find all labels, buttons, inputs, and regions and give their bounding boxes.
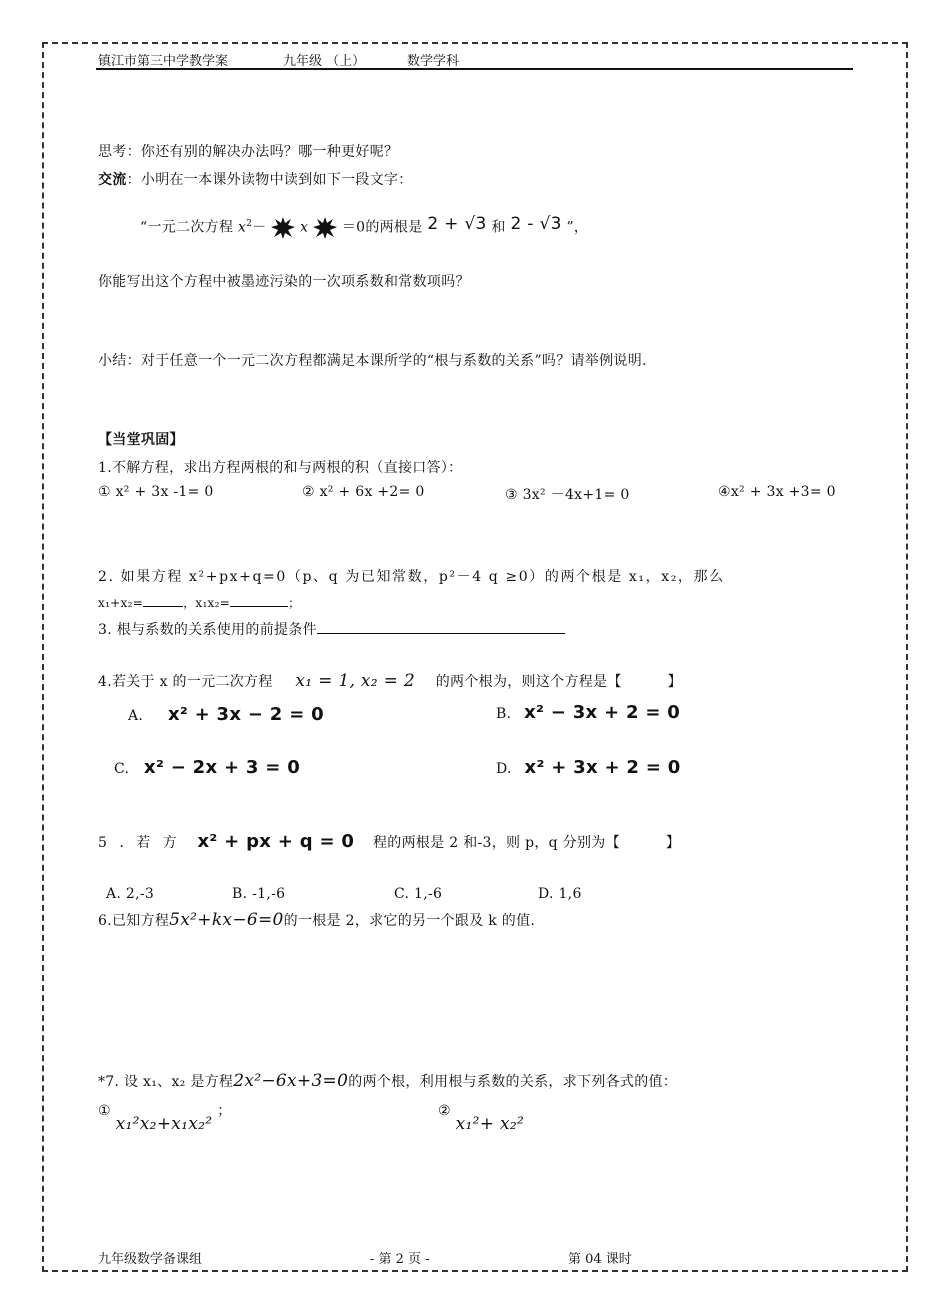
footer-group: 九年级数学备课组 — [98, 1252, 203, 1267]
exchange-line — [98, 169, 413, 189]
quote-close: ”， — [566, 219, 589, 236]
q6-line — [98, 908, 535, 932]
root-one: 2 + √3 — [427, 213, 487, 234]
summary-text: 小结：对于任意一个一元二次方程都满足本课所学的“根与系数的关系”吗？请举例说明. — [98, 353, 647, 369]
q2-product-label: ，x₁x₂= — [183, 596, 231, 610]
q7-prefix: *7. 设 x₁、x₂ 是方程 — [98, 1074, 234, 1090]
q4-c-label: C. — [114, 761, 130, 777]
q3-line — [98, 619, 565, 639]
q7-line — [98, 1069, 677, 1093]
q5-option-c: C. 1,-6 — [394, 886, 443, 902]
q4-close: 】 — [667, 674, 682, 690]
footer-lesson: 第 04 课时 — [568, 1252, 632, 1267]
ink-blot-icon — [271, 217, 295, 239]
q5-close: 】 — [665, 835, 681, 851]
ink-blot-icon — [313, 217, 337, 239]
q5-line — [98, 829, 680, 855]
q7-part1-expr: x₁²x₂+x₁x₂² — [115, 1114, 213, 1134]
exchange-label: 交流 — [98, 172, 127, 188]
q6-prefix: 6.已知方程 — [98, 913, 170, 929]
q4-d-label: D. — [496, 761, 512, 777]
q5-option-a: A. 2,-3 — [106, 886, 155, 902]
q2-line1: 2. 如果方程 x²+px+q=0（p、q 为已知常数，p²－4 q ≥0）的两个根是 x₁，x₂，那么 — [98, 569, 725, 585]
q7-part1-end: ； — [217, 1103, 232, 1119]
root-two: 2 - √3 — [510, 213, 562, 234]
q5-tail: 程的两根是 2 和-3，则 p，q 分别为【 — [373, 835, 620, 851]
header-rule — [96, 68, 853, 70]
q7-part2-expr: x₁²+ x₂² — [455, 1114, 525, 1134]
q1-option-2: ② x² + 6x +2= 0 — [302, 484, 425, 500]
q4-option-c — [114, 757, 300, 778]
q1-option-1: ① x² + 3x -1= 0 — [98, 484, 214, 500]
q4-tail: 的两个根为，则这个方程是【 — [435, 674, 622, 690]
q7-part-2 — [438, 1100, 524, 1136]
q4-roots: x₁ = 1, x₂ = 2 — [295, 671, 415, 691]
q2-line2 — [98, 594, 300, 611]
q1-option-4: ④x² + 3x +3= 0 — [718, 484, 836, 500]
q2-end: ； — [288, 596, 301, 610]
exchange-quote: “一元二次方程 $x^2- x =0$的两根是 2 + √3 和 2 - √3 ”， — [140, 208, 588, 240]
q7-part1-label: ① — [98, 1103, 111, 1119]
quote-open: “一元二次方程 — [140, 219, 234, 236]
q4-a-label: A. — [128, 708, 144, 724]
header-grade: 九年级 （上） — [283, 54, 366, 69]
q4-option-a — [128, 704, 324, 725]
header-subject: 数学学科 — [407, 54, 460, 69]
q4-text: 4.若关于 x 的一元二次方程 — [98, 674, 273, 690]
think-text: 思考：你还有别的解决办法吗？哪一种更好呢？ — [98, 144, 399, 160]
q3-blank[interactable] — [317, 633, 565, 634]
q2-product-blank[interactable] — [230, 606, 288, 607]
q4-b-eq: x² − 3x + 2 = 0 — [524, 702, 681, 723]
q4-c-eq: x² − 2x + 3 = 0 — [144, 757, 301, 778]
eq-tail: ＝0的两根是 — [341, 219, 423, 236]
q6-tail: 的一根是 2，求它的另一个跟及 k 的值. — [283, 913, 536, 929]
q1-option-3: ③ 3x² －4x+1= 0 — [505, 487, 630, 503]
q6-eq: 5x²+kx−6=0 — [169, 910, 284, 930]
q4-option-d — [496, 757, 681, 778]
q3-text: 3. 根与系数的关系使用的前提条件 — [98, 622, 317, 638]
q2-sum-blank[interactable] — [143, 606, 183, 607]
q1-text: 1.不解方程，求出方程两根的和与两根的积（直接口答）： — [98, 460, 463, 476]
q7-tail: 的两个根，利用根与系数的关系，求下列各式的值： — [348, 1074, 678, 1090]
q7-eq: 2x²−6x+3=0 — [233, 1071, 349, 1091]
q7-part2-label: ② — [438, 1103, 451, 1119]
section-title: 【当堂巩固】 — [98, 432, 184, 448]
header-school: 镇江市第三中学教学案 — [98, 54, 229, 69]
q2-sum-label: x₁+x₂= — [98, 596, 144, 610]
q5-eq: x² + px + q = 0 — [197, 831, 355, 852]
q4-option-b — [496, 702, 680, 723]
footer-page-number: - 第 2 页 - — [370, 1252, 430, 1267]
q4-line — [98, 669, 682, 693]
q5-option-d: D. 1,6 — [538, 886, 582, 902]
q5-prefix: 5 . 若 方 — [98, 835, 181, 851]
q7-part-1 — [98, 1100, 232, 1136]
q4-d-eq: x² + 3x + 2 = 0 — [524, 757, 681, 778]
q4-a-eq: x² + 3x − 2 = 0 — [167, 704, 324, 725]
exchange-question: 你能写出这个方程中被墨迹污染的一次项系数和常数项吗？ — [98, 274, 470, 290]
q5-option-b: B. -1,-6 — [232, 886, 286, 902]
and-text: 和 — [491, 219, 506, 236]
q4-b-label: B. — [496, 706, 512, 722]
exchange-text: ：小明在一本课外读物中读到如下一段文字： — [126, 172, 413, 188]
